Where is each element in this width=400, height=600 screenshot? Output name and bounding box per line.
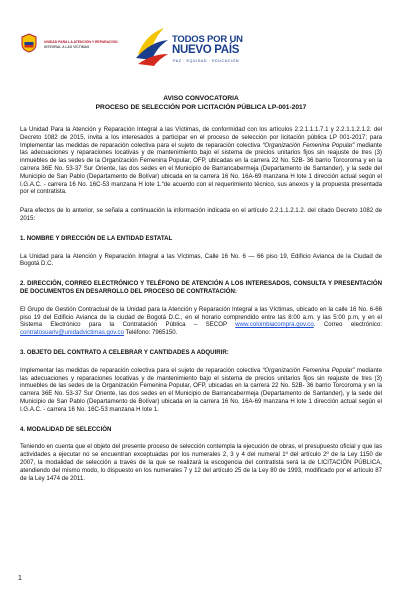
section4-text: Teniendo en cuenta que el objeto del presente proceso de selección contempla la ejecución de obras, el presupuesto oficial y que las actividades a ejecutar no se encuentran exceptuadas por los numerales 2, 3 y 4 del numeral 1º del artículo 2º de la Ley 1150 de 2007, la modalidad de selección a través de la que se realizará la escogencia del contratista será la de LICITACIÓN PÚBLICA, atendiendo del mismo modo, lo dispuesto en los numerales 7 y 12 del artículo 25 de la Ley 80 de 1993, modificado por el artículo 87 de la Ley 1474 de 2011. [20,443,382,482]
intro-text-start: La Unidad Para la Atención y Reparación Integral a las Víctimas, de conformidad con los artículos 2.2.1.1.1.7.1 y 2.2.1.1.2.1.2. del Decreto 1082 de 2015, invita a los interesados a participar en el proceso de selección por licitación pública LP 001-2017; para Implementar las medidas de reparación colectiva para el sujeto de reparación colectiva [20,126,382,149]
nuevo-pais-mark-icon [132,24,172,68]
unidad-victimas-logo [20,33,120,55]
section2-text-middle: . Correo electrónico: [313,321,382,329]
section1-text: La Unidad para la Atención y Reparación Integral a las Víctimas, Calle 16 No. 6 — 66 piso 19, Edificio Avianca de la Ciudad de Bogotá D.C. [20,252,382,268]
section4-heading: 4. MODALIDAD DE SELECCIÓN [20,425,112,433]
coat-of-arms-icon [20,33,38,53]
right-logo-tagline: PAZ · EQUIDAD · EDUCACIÓN [173,59,240,63]
document-title [20,94,382,112]
left-logo-line1: UNIDAD PARA LA ATENCIÓN Y REPARACIÓN [44,40,118,44]
right-logo-line1: TODOS POR UN [172,34,243,45]
title-line2: PROCESO DE SELECCIÓN POR LICITACIÓN PÚBLICA LP-001-2017 [95,104,307,111]
section2-text [20,306,382,337]
section2-text-end: Teléfono: 7965150. [123,329,178,337]
colombiacompra-link[interactable]: www.colombiacompra.gov.co [235,321,314,329]
section2-heading: 2. DIRECCIÓN, CORREO ELECTRÓNICO Y TELÉFONO DE ATENCIÓN A LOS INTERESADOS, CONSULTA Y PRESENTACIÓN DE DOCUMENTOS EN DESARROLLO DEL PROCESO DE CONTRATACIÓN: [20,280,382,295]
document-body [20,94,382,482]
title-line1: AVISO CONVOCATORIA [163,95,239,102]
section3-text-start: Implementar las medidas de reparación colectiva para el sujeto de reparación colectiva [20,366,263,374]
section1-heading: 1. NOMBRE Y DIRECCIÓN DE LA ENTIDAD ESTATAL [20,234,173,242]
right-logo-line2: NUEVO PAÍS [172,44,240,56]
intro-quote: “Organización Femenina Popular” [262,141,355,149]
left-logo-line2: INTEGRAL A LAS VÍCTIMAS [44,44,90,49]
intro-text-end: mediante las adecuaciones y reparaciones locativas y de mantenimiento bajo el sistema de precios unitarios fijos sin reajuste de tres (3) inmuebles de las sedes de la Organización Femenina Popular, OFP, ubicadas en la carrera 22 No. 52B- 36 barrio Torcoroma y en la carrera 36E No. 53-37 Sur Oriente, las dos sedes en el Municipio de Barrancabermeja (Departamento de Santander), y la sede del Municipio de San Pablo (Departamento de Bolívar) ubicada en la carrera 16 No. 16A-69 manzana H lote 1 dirección actual según el I.G.A.C. - carrera 16 No. 16C-53 manzana H lote 1.“de acuerdo con el requerimiento técnico, sus anexos y la propuesta presentada por el contratista. [20,141,382,196]
section3-text-end: mediante las adecuaciones y reparaciones locativas y de mantenimiento bajo el sistema de precios unitarios fijos sin reajuste de tres (3) inmuebles de las sedes de la Organización Femenina Popular, OFP, ubicadas en la carrera 22 No. 52B- 36 barrio Torcoroma y en la carrera 36E No. 53-37 Sur Oriente, las dos sedes en el Municipio de Barrancabermeja (Departamento de Santander), y la sede del Municipio de San Pablo (Departamento de Bolívar) ubicada en la carrera 16 No. 16A-69 manzana H lote 1 dirección actual según el I.G.A.C. - carrera 16 No. 16C-53 manzana H lote 1. [20,366,382,413]
page-number: 1 [18,575,22,582]
para-efectos-paragraph: Para efectos de lo anterior, se señala a continuación la información indicada en el artículo 2.2.1.1.2.1.2. del citado Decreto 1082 de 2015: [20,207,382,222]
section2-text-start: El Grupo de Gestión Contractual de la Unidad para la Atención y Reparación Integral a las Víctimas, ubicado en la calle 16 No. 6-66 piso 19 del Edificio Avianca de la ciudad de Bogotá D.C., en el horario comprendido entre las 8:00 a.m. y las 5:00 p.m, y en el Sistema Electrónico para la Contratación Pública – SECOP [20,305,382,329]
section3-quote: “Organización Femenina Popular” [262,366,355,374]
contact-email-link[interactable]: contratosuariv@unidadvictimas.gov.co [20,329,124,337]
intro-paragraph [20,126,382,196]
section3-text [20,367,382,414]
todos-por-un-nuevo-pais-logo [132,24,252,72]
section3-heading: 3. OBJETO DEL CONTRATO A CELEBRAR Y CANTIDADES A ADQUIRIR: [20,348,229,356]
page-header [0,0,400,78]
